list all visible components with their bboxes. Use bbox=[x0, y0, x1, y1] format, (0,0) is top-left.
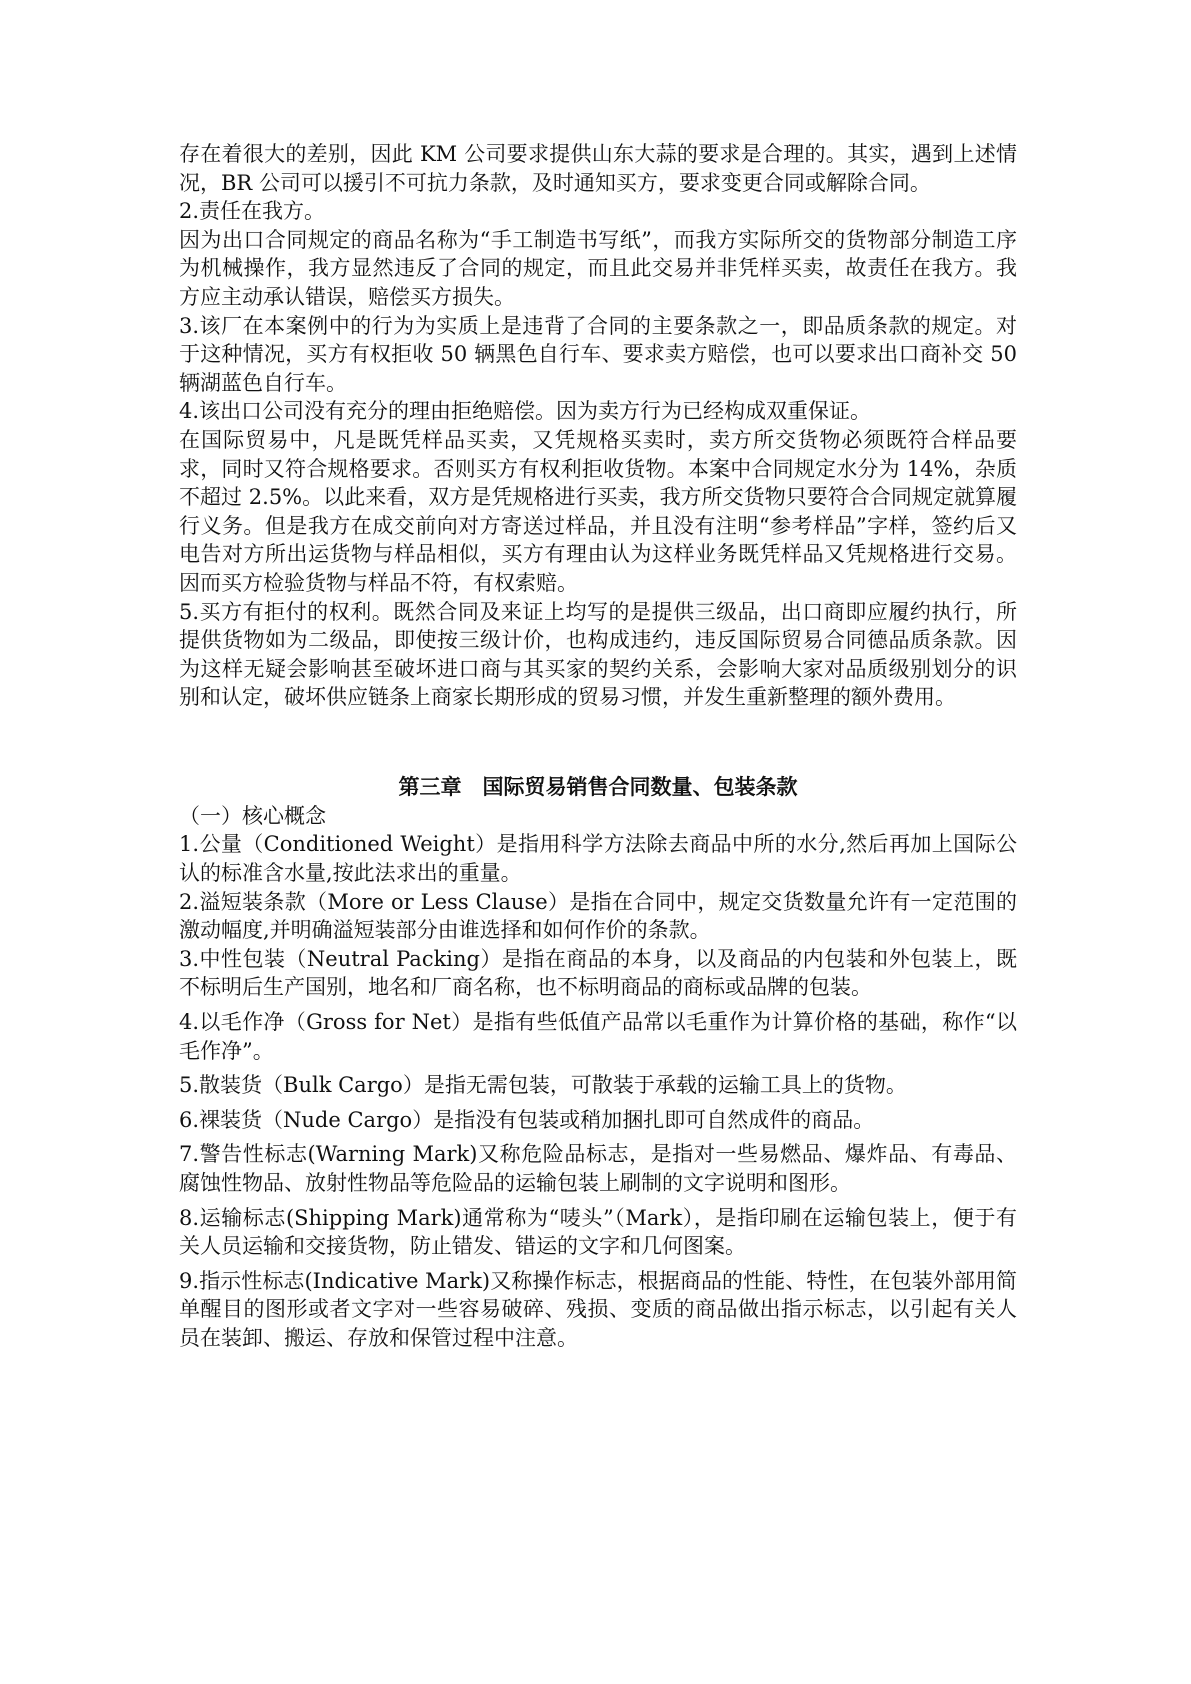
answer-paragraph: 5.买方有拒付的权利。既然合同及来证上均写的是提供三级品，出口商即应履约执行，所提供货物如为二级品，即使按三级计价，也构成违约，违反国际贸易合同德品质条款。因为这样无疑会影响甚至破坏进口商与其买家的契约关系，会影响大家对品质级别划分的识别和认定，破坏供应链条上商家长期形成的贸易习惯，并发生重新整理的额外费用。 bbox=[179, 599, 1017, 710]
concept-item: 4.以毛作净（Gross for Net）是指有些低值产品常以毛重作为计算价格的基础，称作“以毛作净”。 bbox=[179, 1010, 1017, 1063]
answer-paragraph: 因为出口合同规定的商品名称为“手工制造书写纸”，而我方实际所交的货物部分制造工序为机械操作，我方显然违反了合同的规定，而且此交易并非凭样买卖，故责任在我方。我方应主动承认错误，赔偿买方损失。 bbox=[179, 227, 1017, 309]
concept-item: 9.指示性标志(Indicative Mark)又称操作标志，根据商品的性能、特性，在包装外部用简单醒目的图形或者文字对一些容易破碎、残损、变质的商品做出指示标志，以引起有关人员在装卸、搬运、存放和保管过程中注意。 bbox=[179, 1268, 1017, 1350]
concept-item: 5.散装货（Bulk Cargo）是指无需包装，可散装于承载的运输工具上的货物。 bbox=[179, 1073, 907, 1098]
concept-item: 8.运输标志(Shipping Mark)通常称为“唛头”（Mark），是指印刷在运输包装上，便于有关人员运输和交接货物，防止错发、错运的文字和几何图案。 bbox=[179, 1205, 1017, 1259]
concept-list bbox=[179, 830, 1017, 1352]
previous-section-answers bbox=[179, 140, 1017, 712]
chapter-title: 第三章 国际贸易销售合同数量、包装条款 bbox=[398, 774, 798, 799]
concept-item: 7.警告性标志(Warning Mark)又称危险品标志，是指对一些易燃品、爆炸品、有毒品、腐蚀性物品、放射性物品等危险品的运输包装上刷制的文字说明和图形。 bbox=[179, 1142, 1017, 1195]
answer-paragraph: 2.责任在我方。 bbox=[179, 199, 326, 224]
answer-paragraph: 存在着很大的差别，因此 KM 公司要求提供山东大蒜的要求是合理的。其实，遇到上述情况，BR 公司可以援引不可抗力条款，及时通知买方，要求变更合同或解除合同。 bbox=[179, 142, 1017, 195]
concept-item: 2.溢短装条款（More or Less Clause）是指在合同中，规定交货数量允许有一定范围的激动幅度,并明确溢短装部分由谁选择和如何作价的条款。 bbox=[179, 889, 1017, 943]
answer-paragraph: 在国际贸易中，凡是既凭样品买卖，又凭规格买卖时，卖方所交货物必须既符合样品要求，同时又符合规格要求。否则买方有权利拒收货物。本案中合同规定水分为 14%，杂质不超过 2.5%。以此来看，双方是凭规格进行买卖，我方所交货物只要符合合同规定就算履行义务。但是我方在成交前向对方寄送过样品，并且没有注明“参考样品”字样，签约后又电告对方所出运货物与样品相似，买方有理由认为这样业务既凭样品又凭规格进行交易。因而买方检验货物与样品不符，有权索赔。 bbox=[179, 427, 1017, 595]
document-page bbox=[179, 140, 1017, 1353]
answer-paragraph: 3.该厂在本案例中的行为为实质上是违背了合同的主要条款之一，即品质条款的规定。对于这种情况，买方有权拒收 50 辆黑色自行车、要求卖方赔偿，也可以要求出口商补交 50 辆湖蓝色自行车。 bbox=[179, 313, 1017, 395]
concept-item: 1.公量（Conditioned Weight）是指用科学方法除去商品中所的水分,然后再加上国际公认的标准含水量,按此法求出的重量。 bbox=[179, 832, 1017, 886]
section-spacer bbox=[179, 712, 1017, 772]
answer-paragraph: 4.该出口公司没有充分的理由拒绝赔偿。因为卖方行为已经构成双重保证。 bbox=[179, 399, 872, 424]
section-heading: （一）核心概念 bbox=[179, 803, 326, 828]
concept-item: 6.裸装货（Nude Cargo）是指没有包装或稍加捆扎即可自然成件的商品。 bbox=[179, 1107, 875, 1132]
concept-item: 3.中性包装（Neutral Packing）是指在商品的本身，以及商品的内包装和外包装上，既不标明后生产国别，地名和厂商名称，也不标明商品的商标或品牌的包装。 bbox=[179, 946, 1017, 1000]
